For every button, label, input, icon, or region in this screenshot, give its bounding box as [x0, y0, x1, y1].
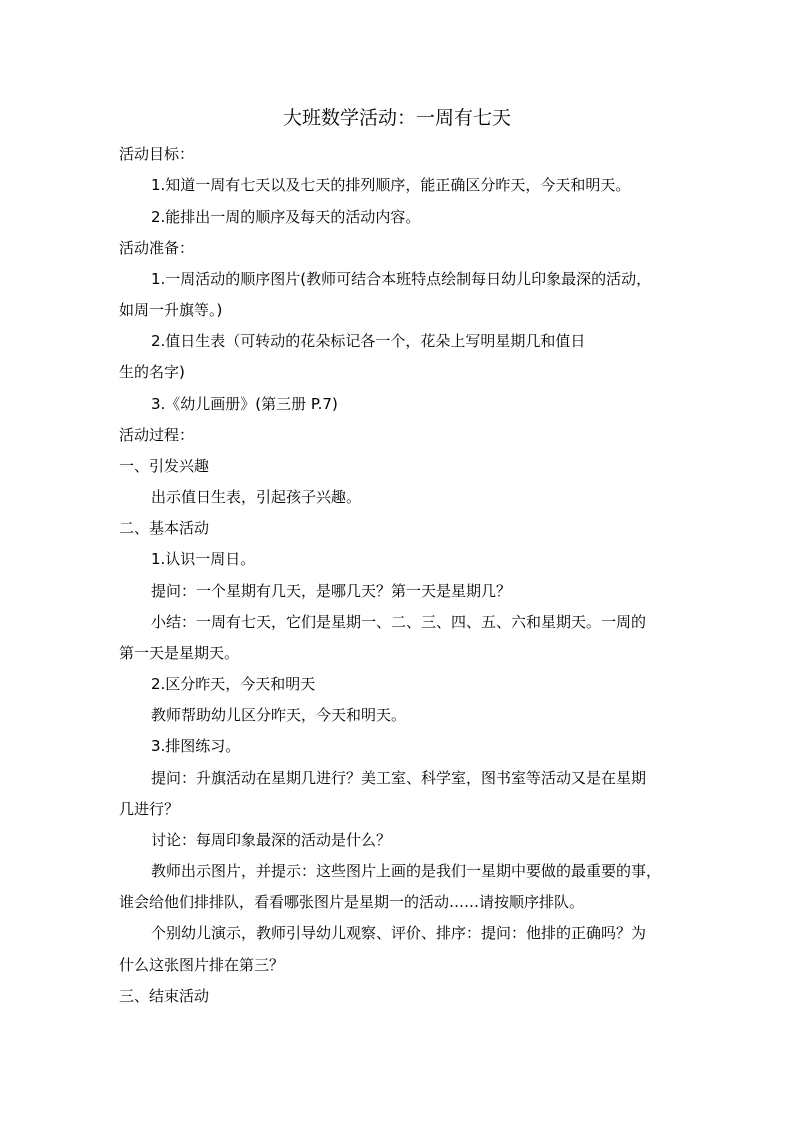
prep-item-1-cont: 如周一升旗等。)	[119, 301, 223, 319]
question-2: 提问：升旗活动在星期几进行？美工室、科学室，图书室等活动又是在星期	[151, 769, 647, 787]
goal-item-2: 2.能排出一周的顺序及每天的活动内容。	[151, 208, 421, 226]
summary-1: 小结：一周有七天，它们是星期一、二、三、四、五、六和星期天。一周的	[151, 613, 647, 631]
activity-step-2: 2.区分昨天，今天和明天	[151, 675, 316, 693]
activity-step-1: 1.认识一周日。	[151, 550, 256, 568]
process-part-3-heading: 三、结束活动	[119, 987, 210, 1005]
prep-item-2-cont: 生的名字)	[119, 363, 185, 381]
question-1: 提问：一个星期有几天，是哪几天？第一天是星期几？	[151, 582, 512, 600]
document-title: 大班数学活动：一周有七天	[282, 107, 511, 129]
demonstration: 个别幼儿演示，教师引导幼儿观察、评价、排序：提问：他排的正确吗？为	[151, 924, 647, 942]
discussion: 讨论：每周印象最深的活动是什么？	[151, 831, 392, 849]
section-heading-goals: 活动目标：	[119, 145, 195, 163]
process-part-2-heading: 二、基本活动	[119, 519, 210, 537]
summary-1-cont: 第一天是星期天。	[119, 644, 240, 662]
process-part-1-text: 出示值日生表，引起孩子兴趣。	[151, 488, 362, 506]
demonstration-cont: 什么这张图片排在第三？	[119, 956, 285, 974]
activity-step-3: 3.排图练习。	[151, 737, 241, 755]
prep-item-2: 2.值日生表（可转动的花朵标记各一个，花朵上写明星期几和值日	[151, 332, 586, 350]
teacher-prompt: 教师出示图片，并提示：这些图片上画的是我们一星期中要做的最重要的事，	[151, 862, 662, 880]
teacher-prompt-cont: 谁会给他们排排队，看看哪张图片是星期一的活动……请按顺序排队。	[119, 893, 585, 911]
question-2-cont: 几进行？	[119, 800, 180, 818]
goal-item-1: 1.知道一周有七天以及七天的排列顺序，能正确区分昨天，今天和明天。	[151, 176, 631, 194]
process-part-1-heading: 一、引发兴趣	[119, 457, 210, 475]
activity-step-2-text: 教师帮助幼儿区分昨天，今天和明天。	[151, 706, 407, 724]
prep-item-1: 1.一周活动的顺序图片(教师可结合本班特点绘制每日幼儿印象最深的活动，	[151, 270, 652, 288]
prep-item-3: 3.《幼儿画册》(第三册 P.7)	[151, 395, 338, 413]
section-heading-process: 活动过程：	[119, 426, 195, 444]
section-heading-preparation: 活动准备：	[119, 239, 195, 257]
